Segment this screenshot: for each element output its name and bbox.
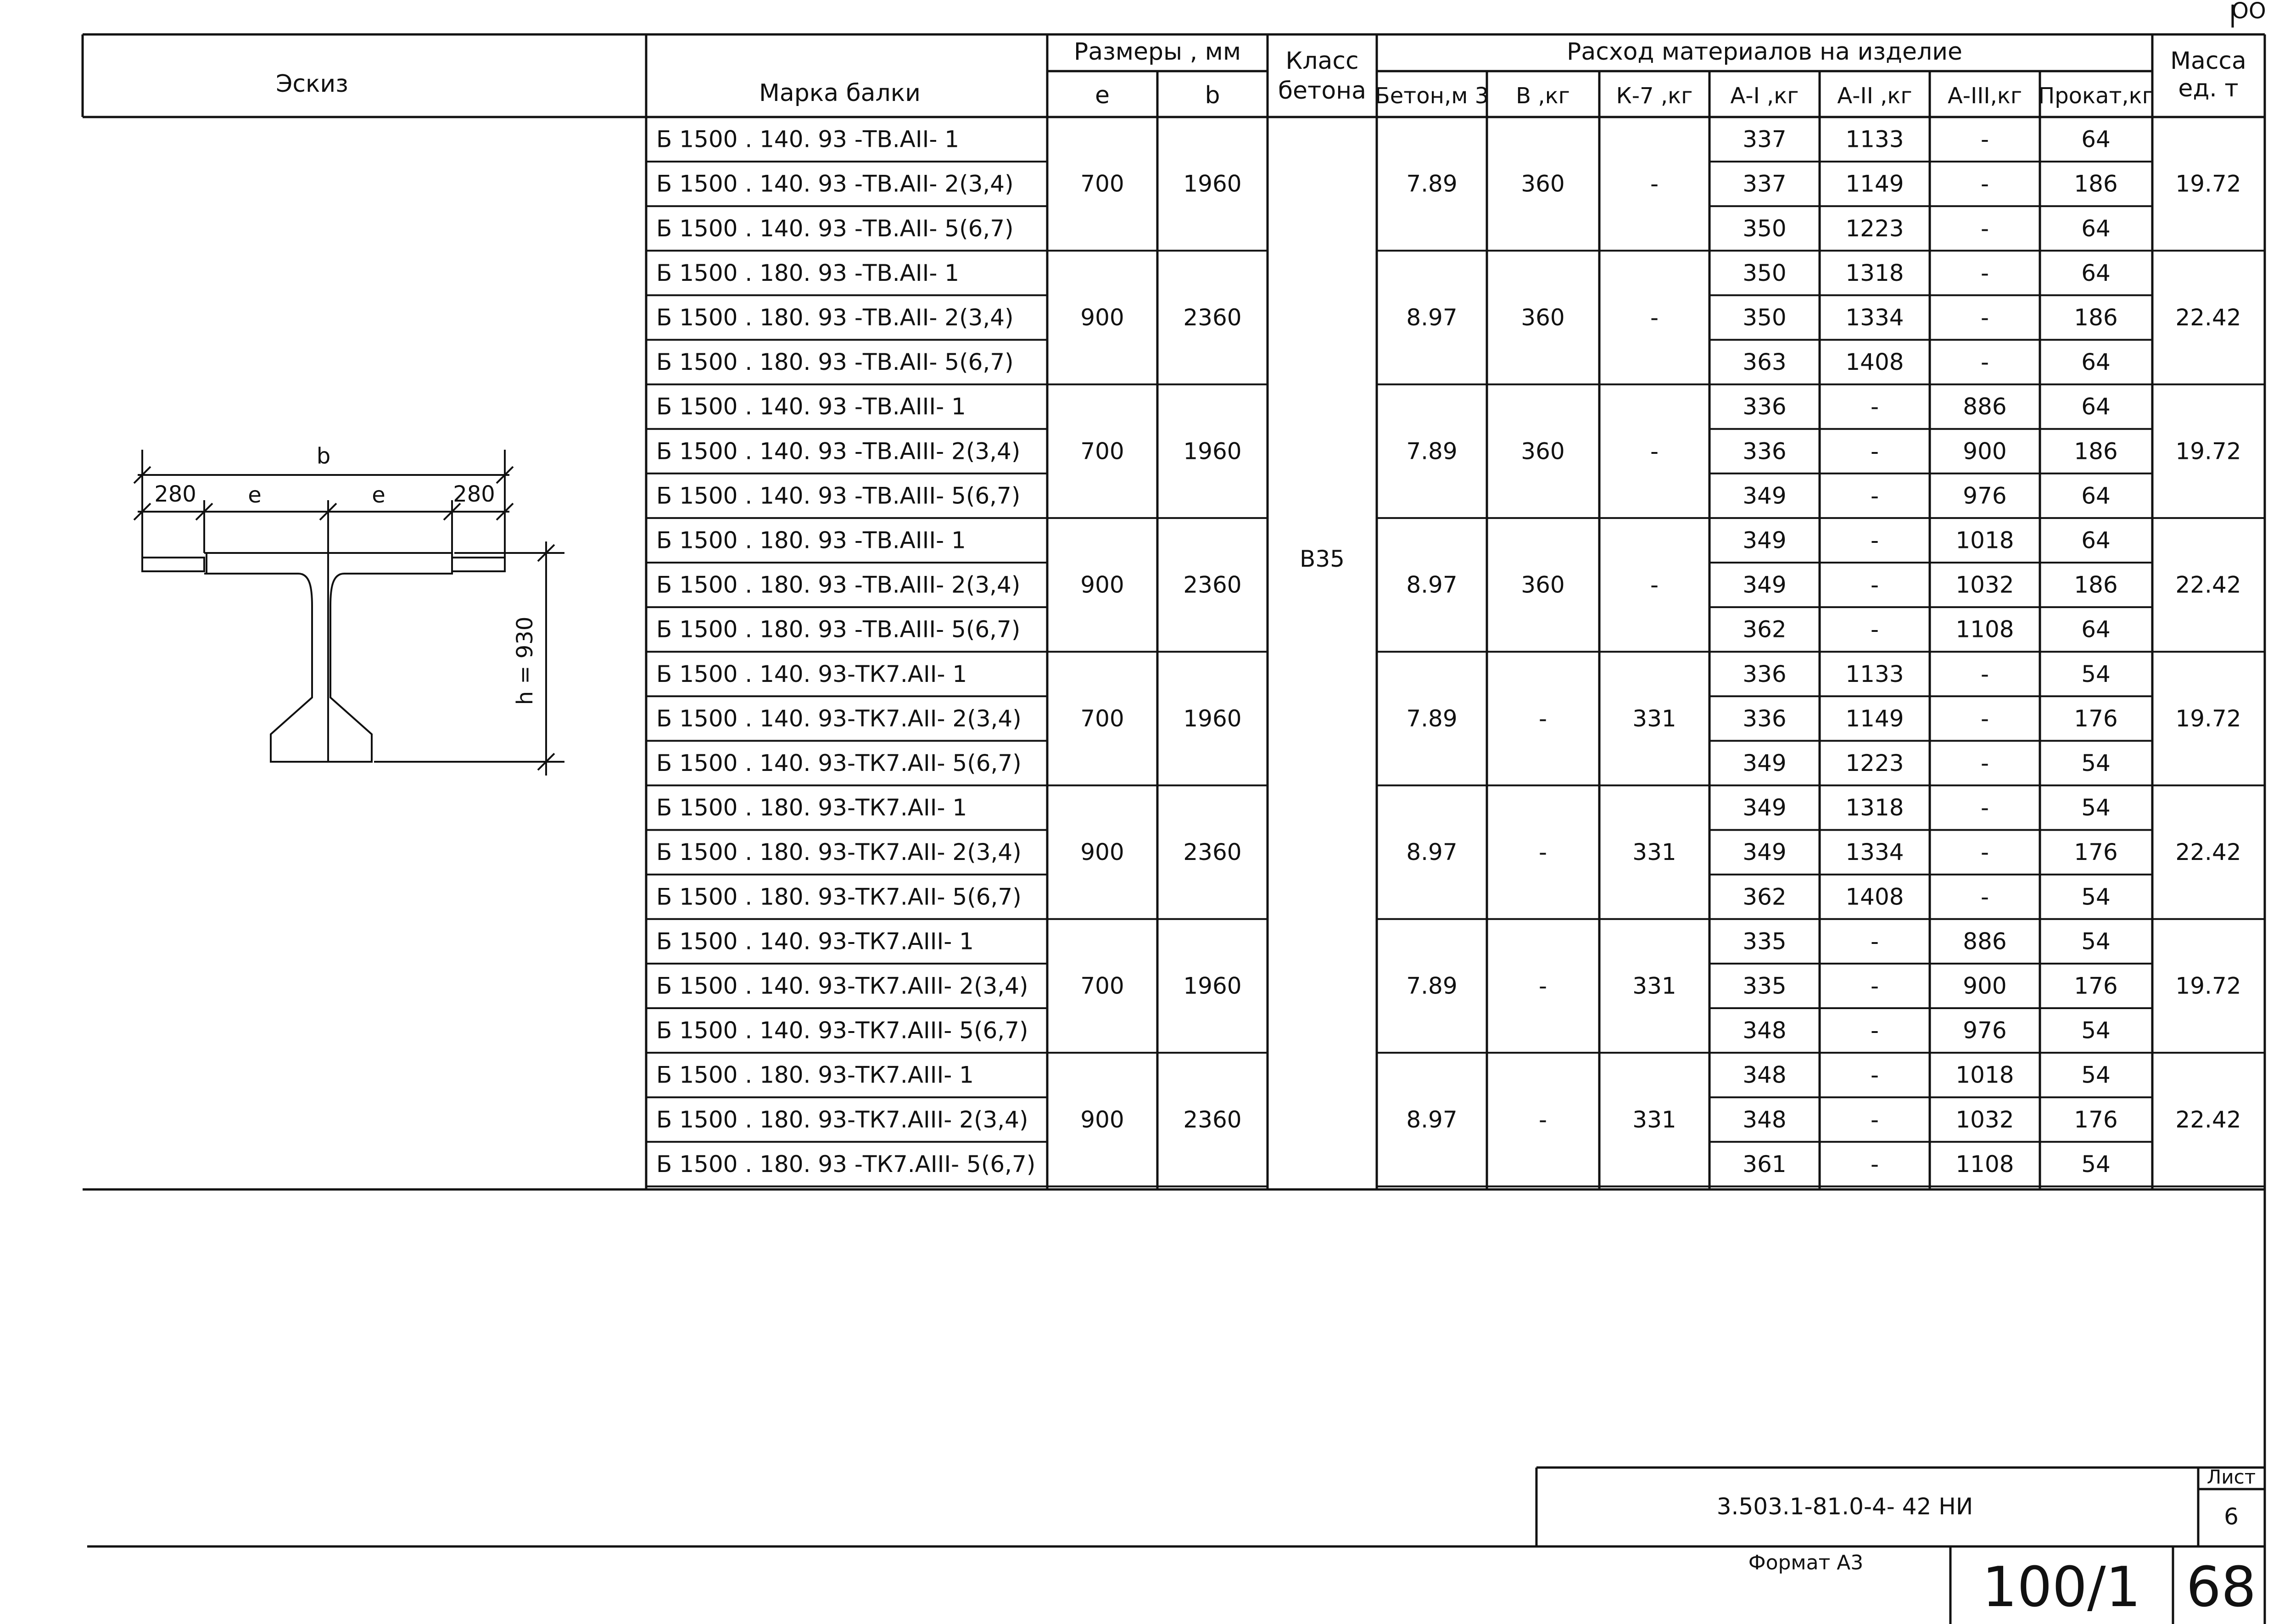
- cell-size-b: 1960: [1183, 705, 1242, 732]
- cell-a1-mass: 349: [1743, 482, 1787, 509]
- cell-a3-mass: -: [1980, 839, 1989, 866]
- header-material-wire: В ,кг: [1516, 83, 1570, 109]
- cell-beam-mark: Б 1500 . 180. 93 -ТВ.АII- 5(6,7): [656, 349, 1014, 376]
- cell-rolled-mass: 186: [2074, 438, 2118, 465]
- cell-rolled-mass: 186: [2074, 304, 2118, 331]
- cell-beam-mark: Б 1500 . 180. 93-ТК7.АII- 2(3,4): [656, 839, 1022, 866]
- cell-a1-mass: 362: [1743, 883, 1787, 910]
- cell-unit-mass: 19.72: [2175, 170, 2241, 197]
- cell-a1-mass: 349: [1743, 794, 1787, 821]
- cell-beam-mark: Б 1500 . 180. 93-ТК7.АII- 5(6,7): [656, 883, 1022, 910]
- cell-beam-mark: Б 1500 . 140. 93 -ТВ.АIII- 2(3,4): [656, 438, 1021, 465]
- cell-a1-mass: 349: [1743, 839, 1787, 866]
- cell-wire-mass: 360: [1521, 170, 1565, 197]
- cell-beam-mark: Б 1500 . 140. 93 -ТВ.АIII- 5(6,7): [656, 482, 1021, 509]
- cell-size-e: 700: [1080, 438, 1124, 465]
- cell-a3-mass: 900: [1963, 972, 2007, 999]
- cell-size-b: 2360: [1183, 839, 1242, 866]
- cell-rolled-mass: 54: [2081, 1061, 2111, 1088]
- cell-beam-mark: Б 1500 . 140. 93-ТК7.АII- 5(6,7): [656, 749, 1022, 776]
- cell-a2-mass: 1408: [1845, 349, 1904, 376]
- header-mass-line2: ед. т: [2178, 75, 2239, 102]
- cell-wire-mass: 360: [1521, 304, 1565, 331]
- cell-unit-mass: 22.42: [2175, 304, 2241, 331]
- header-class-line1: Класс: [1285, 47, 1359, 75]
- cell-size-e: 700: [1080, 705, 1124, 732]
- cell-wire-mass: -: [1538, 1106, 1547, 1133]
- header-mass-line1: Масса: [2170, 47, 2246, 75]
- cell-beam-mark: Б 1500 . 180. 93-ТК7.АII- 1: [656, 794, 967, 821]
- cell-beam-mark: Б 1500 . 180. 93 -ТВ.АII- 1: [656, 259, 960, 286]
- dim-e-right: e: [372, 482, 385, 508]
- cell-a1-mass: 363: [1743, 349, 1787, 376]
- header-sizes: Размеры , мм: [1073, 38, 1241, 66]
- header-material-k7: К-7 ,кг: [1616, 83, 1693, 109]
- dim-right-overhang: 280: [453, 481, 495, 507]
- cell-a2-mass: 1133: [1845, 126, 1904, 153]
- concrete-class-value: B35: [1300, 546, 1345, 572]
- dim-b: b: [316, 443, 331, 469]
- cell-rolled-mass: 64: [2081, 215, 2111, 242]
- cell-a1-mass: 349: [1743, 527, 1787, 554]
- cell-rolled-mass: 176: [2074, 972, 2118, 999]
- cell-a1-mass: 362: [1743, 616, 1787, 643]
- cell-beam-mark: Б 1500 . 140. 93-ТК7.АIII- 1: [656, 928, 974, 955]
- cell-a1-mass: 348: [1743, 1061, 1787, 1088]
- cell-beam-mark: Б 1500 . 140. 93-ТК7.АIII- 5(6,7): [656, 1017, 1028, 1044]
- cell-a3-mass: 1108: [1955, 1150, 2014, 1178]
- cell-rolled-mass: 186: [2074, 571, 2118, 598]
- cell-a2-mass: -: [1870, 972, 1879, 999]
- cell-rolled-mass: 64: [2081, 482, 2111, 509]
- cell-unit-mass: 19.72: [2175, 972, 2241, 999]
- cell-a3-mass: -: [1980, 705, 1989, 732]
- cell-a1-mass: 348: [1743, 1106, 1787, 1133]
- cell-beam-mark: Б 1500 . 140. 93-ТК7.АII- 2(3,4): [656, 705, 1022, 732]
- cell-rolled-mass: 54: [2081, 749, 2111, 776]
- cell-a2-mass: -: [1870, 438, 1879, 465]
- cell-a3-mass: 1032: [1955, 1106, 2014, 1133]
- sheet-label: Лист: [2206, 1466, 2256, 1488]
- header-sketch: Эскиз: [276, 70, 348, 98]
- cell-a1-mass: 337: [1743, 170, 1787, 197]
- cell-concrete-volume: 8.97: [1406, 1106, 1458, 1133]
- cell-concrete-volume: 7.89: [1406, 438, 1458, 465]
- cell-size-b: 2360: [1183, 304, 1242, 331]
- cell-beam-mark: Б 1500 . 180. 93-ТК7.АIII- 1: [656, 1061, 974, 1088]
- cell-size-b: 1960: [1183, 972, 1242, 999]
- cell-a2-mass: -: [1870, 1106, 1879, 1133]
- cell-wire-mass: -: [1538, 839, 1547, 866]
- cell-a3-mass: 1032: [1955, 571, 2014, 598]
- cell-beam-mark: Б 1500 . 140. 93-ТК7.АII- 1: [656, 660, 967, 687]
- cell-a1-mass: 350: [1743, 259, 1787, 286]
- cell-a2-mass: 1408: [1845, 883, 1904, 910]
- cell-size-b: 2360: [1183, 571, 1242, 598]
- cell-rolled-mass: 64: [2081, 393, 2111, 420]
- cell-size-e: 900: [1080, 1106, 1124, 1133]
- cell-a3-mass: -: [1980, 749, 1989, 776]
- cell-a1-mass: 350: [1743, 304, 1787, 331]
- cell-unit-mass: 22.42: [2175, 571, 2241, 598]
- cell-a3-mass: -: [1980, 259, 1989, 286]
- cell-a2-mass: 1223: [1845, 749, 1904, 776]
- cell-a3-mass: 1108: [1955, 616, 2014, 643]
- cell-a3-mass: -: [1980, 349, 1989, 376]
- cell-rolled-mass: 64: [2081, 527, 2111, 554]
- header-beam-mark: Марка балки: [759, 79, 921, 107]
- cell-rolled-mass: 54: [2081, 883, 2111, 910]
- cell-a2-mass: 1149: [1845, 170, 1904, 197]
- cell-concrete-volume: 7.89: [1406, 170, 1458, 197]
- cell-beam-mark: Б 1500 . 180. 93 -ТК7.АIII- 5(6,7): [656, 1150, 1036, 1178]
- cell-unit-mass: 22.42: [2175, 839, 2241, 866]
- cell-a3-mass: 1018: [1955, 1061, 2014, 1088]
- cell-strand-k7-mass: -: [1650, 438, 1659, 465]
- cell-rolled-mass: 54: [2081, 1150, 2111, 1178]
- beam-sketch: [134, 443, 564, 776]
- cell-size-b: 1960: [1183, 438, 1242, 465]
- cell-unit-mass: 22.42: [2175, 1106, 2241, 1133]
- cell-rolled-mass: 64: [2081, 259, 2111, 286]
- cell-size-e: 900: [1080, 304, 1124, 331]
- cell-beam-mark: Б 1500 . 140. 93 -ТВ.АII- 1: [656, 126, 960, 153]
- header-material-a1: А-I ,кг: [1730, 83, 1799, 109]
- cell-a3-mass: -: [1980, 794, 1989, 821]
- cell-a2-mass: -: [1870, 527, 1879, 554]
- cell-strand-k7-mass: 331: [1632, 705, 1676, 732]
- cell-beam-mark: Б 1500 . 180. 93 -ТВ.АIII- 2(3,4): [656, 571, 1021, 598]
- cell-beam-mark: Б 1500 . 180. 93 -ТВ.АIII- 5(6,7): [656, 616, 1021, 643]
- cell-strand-k7-mass: 331: [1632, 839, 1676, 866]
- cell-beam-mark: Б 1500 . 140. 93 -ТВ.АII- 2(3,4): [656, 170, 1014, 197]
- cell-a3-mass: 886: [1963, 928, 2007, 955]
- cell-a2-mass: 1133: [1845, 660, 1904, 687]
- cell-a3-mass: 976: [1963, 1017, 2007, 1044]
- cell-strand-k7-mass: -: [1650, 170, 1659, 197]
- cell-concrete-volume: 7.89: [1406, 705, 1458, 732]
- cell-a2-mass: 1223: [1845, 215, 1904, 242]
- cell-rolled-mass: 64: [2081, 616, 2111, 643]
- page-number: 68: [2186, 1556, 2256, 1619]
- cell-a3-mass: 1018: [1955, 527, 2014, 554]
- dim-left-overhang: 280: [154, 481, 196, 507]
- cell-strand-k7-mass: -: [1650, 571, 1659, 598]
- cell-rolled-mass: 54: [2081, 1017, 2111, 1044]
- cell-rolled-mass: 64: [2081, 349, 2111, 376]
- cell-beam-mark: Б 1500 . 140. 93 -ТВ.АIII- 1: [656, 393, 966, 420]
- cell-rolled-mass: 186: [2074, 170, 2118, 197]
- cell-size-b: 2360: [1183, 1106, 1242, 1133]
- cell-rolled-mass: 176: [2074, 705, 2118, 732]
- cell-a3-mass: -: [1980, 170, 1989, 197]
- cell-a1-mass: 336: [1743, 393, 1787, 420]
- header-material-a2: А-II ,кг: [1837, 83, 1912, 109]
- cell-a1-mass: 336: [1743, 705, 1787, 732]
- cell-unit-mass: 19.72: [2175, 705, 2241, 732]
- cell-a3-mass: 900: [1963, 438, 2007, 465]
- cell-wire-mass: -: [1538, 972, 1547, 999]
- cell-size-e: 900: [1080, 839, 1124, 866]
- header-size-e: e: [1095, 82, 1110, 109]
- cell-a1-mass: 348: [1743, 1017, 1787, 1044]
- cell-strand-k7-mass: 331: [1632, 1106, 1676, 1133]
- cell-a2-mass: -: [1870, 1017, 1879, 1044]
- cell-a1-mass: 349: [1743, 749, 1787, 776]
- sheet-number: 6: [2224, 1503, 2239, 1530]
- cell-beam-mark: Б 1500 . 180. 93 -ТВ.АIII- 1: [656, 527, 966, 554]
- cell-a2-mass: -: [1870, 571, 1879, 598]
- cell-concrete-volume: 8.97: [1406, 304, 1458, 331]
- header-consumption: Расход материалов на изделие: [1567, 38, 1962, 66]
- cell-rolled-mass: 54: [2081, 928, 2111, 955]
- cell-a3-mass: 886: [1963, 393, 2007, 420]
- cell-a3-mass: -: [1980, 660, 1989, 687]
- header-material-a3: А-III,кг: [1947, 83, 2022, 109]
- cell-a2-mass: -: [1870, 1061, 1879, 1088]
- cell-a2-mass: -: [1870, 393, 1879, 420]
- cell-a2-mass: -: [1870, 616, 1879, 643]
- cell-wire-mass: 360: [1521, 571, 1565, 598]
- cell-a2-mass: 1334: [1845, 304, 1904, 331]
- cell-rolled-mass: 54: [2081, 794, 2111, 821]
- cell-a2-mass: 1149: [1845, 705, 1904, 732]
- document-code: 3.503.1-81.0-4- 42 НИ: [1716, 1493, 1973, 1520]
- cell-a2-mass: -: [1870, 928, 1879, 955]
- header-material-concrete: Бетон,м 3: [1374, 83, 1489, 109]
- cell-a3-mass: 976: [1963, 482, 2007, 509]
- cell-a2-mass: 1334: [1845, 839, 1904, 866]
- cell-beam-mark: Б 1500 . 180. 93 -ТВ.АII- 2(3,4): [656, 304, 1014, 331]
- cell-a3-mass: -: [1980, 883, 1989, 910]
- dim-e-left: e: [248, 482, 262, 508]
- cell-size-e: 700: [1080, 170, 1124, 197]
- cell-a3-mass: -: [1980, 215, 1989, 242]
- cell-wire-mass: -: [1538, 705, 1547, 732]
- cell-concrete-volume: 7.89: [1406, 972, 1458, 999]
- format-label: Формат А3: [1748, 1551, 1864, 1574]
- cell-size-e: 700: [1080, 972, 1124, 999]
- cell-a2-mass: 1318: [1845, 259, 1904, 286]
- cell-a2-mass: -: [1870, 482, 1879, 509]
- album-number: 100/1: [1982, 1556, 2141, 1619]
- cell-rolled-mass: 54: [2081, 660, 2111, 687]
- cell-a3-mass: -: [1980, 304, 1989, 331]
- cell-beam-mark: Б 1500 . 180. 93-ТК7.АIII- 2(3,4): [656, 1106, 1028, 1133]
- cell-beam-mark: Б 1500 . 140. 93 -ТВ.АII- 5(6,7): [656, 215, 1014, 242]
- dim-height: h = 930: [512, 616, 538, 705]
- cell-a2-mass: 1318: [1845, 794, 1904, 821]
- cell-a1-mass: 349: [1743, 571, 1787, 598]
- cell-concrete-volume: 8.97: [1406, 839, 1458, 866]
- cell-rolled-mass: 64: [2081, 126, 2111, 153]
- cell-size-b: 1960: [1183, 170, 1242, 197]
- header-material-rolled: Прокат,кг: [2038, 83, 2154, 109]
- cell-a1-mass: 337: [1743, 126, 1787, 153]
- cell-wire-mass: 360: [1521, 438, 1565, 465]
- corner-mark: ОО: [2231, 0, 2266, 24]
- cell-rolled-mass: 176: [2074, 1106, 2118, 1133]
- cell-a1-mass: 336: [1743, 660, 1787, 687]
- cell-a2-mass: -: [1870, 1150, 1879, 1178]
- cell-strand-k7-mass: 331: [1632, 972, 1676, 999]
- table-body: [646, 126, 2265, 1187]
- cell-concrete-volume: 8.97: [1406, 571, 1458, 598]
- cell-size-e: 900: [1080, 571, 1124, 598]
- cell-a1-mass: 335: [1743, 972, 1787, 999]
- cell-beam-mark: Б 1500 . 140. 93-ТК7.АIII- 2(3,4): [656, 972, 1028, 999]
- cell-a1-mass: 350: [1743, 215, 1787, 242]
- cell-rolled-mass: 176: [2074, 839, 2118, 866]
- cell-unit-mass: 19.72: [2175, 438, 2241, 465]
- cell-a3-mass: -: [1980, 126, 1989, 153]
- cell-strand-k7-mass: -: [1650, 304, 1659, 331]
- table-header: [276, 38, 2246, 109]
- cell-a1-mass: 336: [1743, 438, 1787, 465]
- header-class-line2: бетона: [1278, 77, 1367, 105]
- title-block: [87, 1466, 2265, 1624]
- cell-a1-mass: 335: [1743, 928, 1787, 955]
- header-size-b: b: [1205, 82, 1220, 109]
- cell-a1-mass: 361: [1743, 1150, 1787, 1178]
